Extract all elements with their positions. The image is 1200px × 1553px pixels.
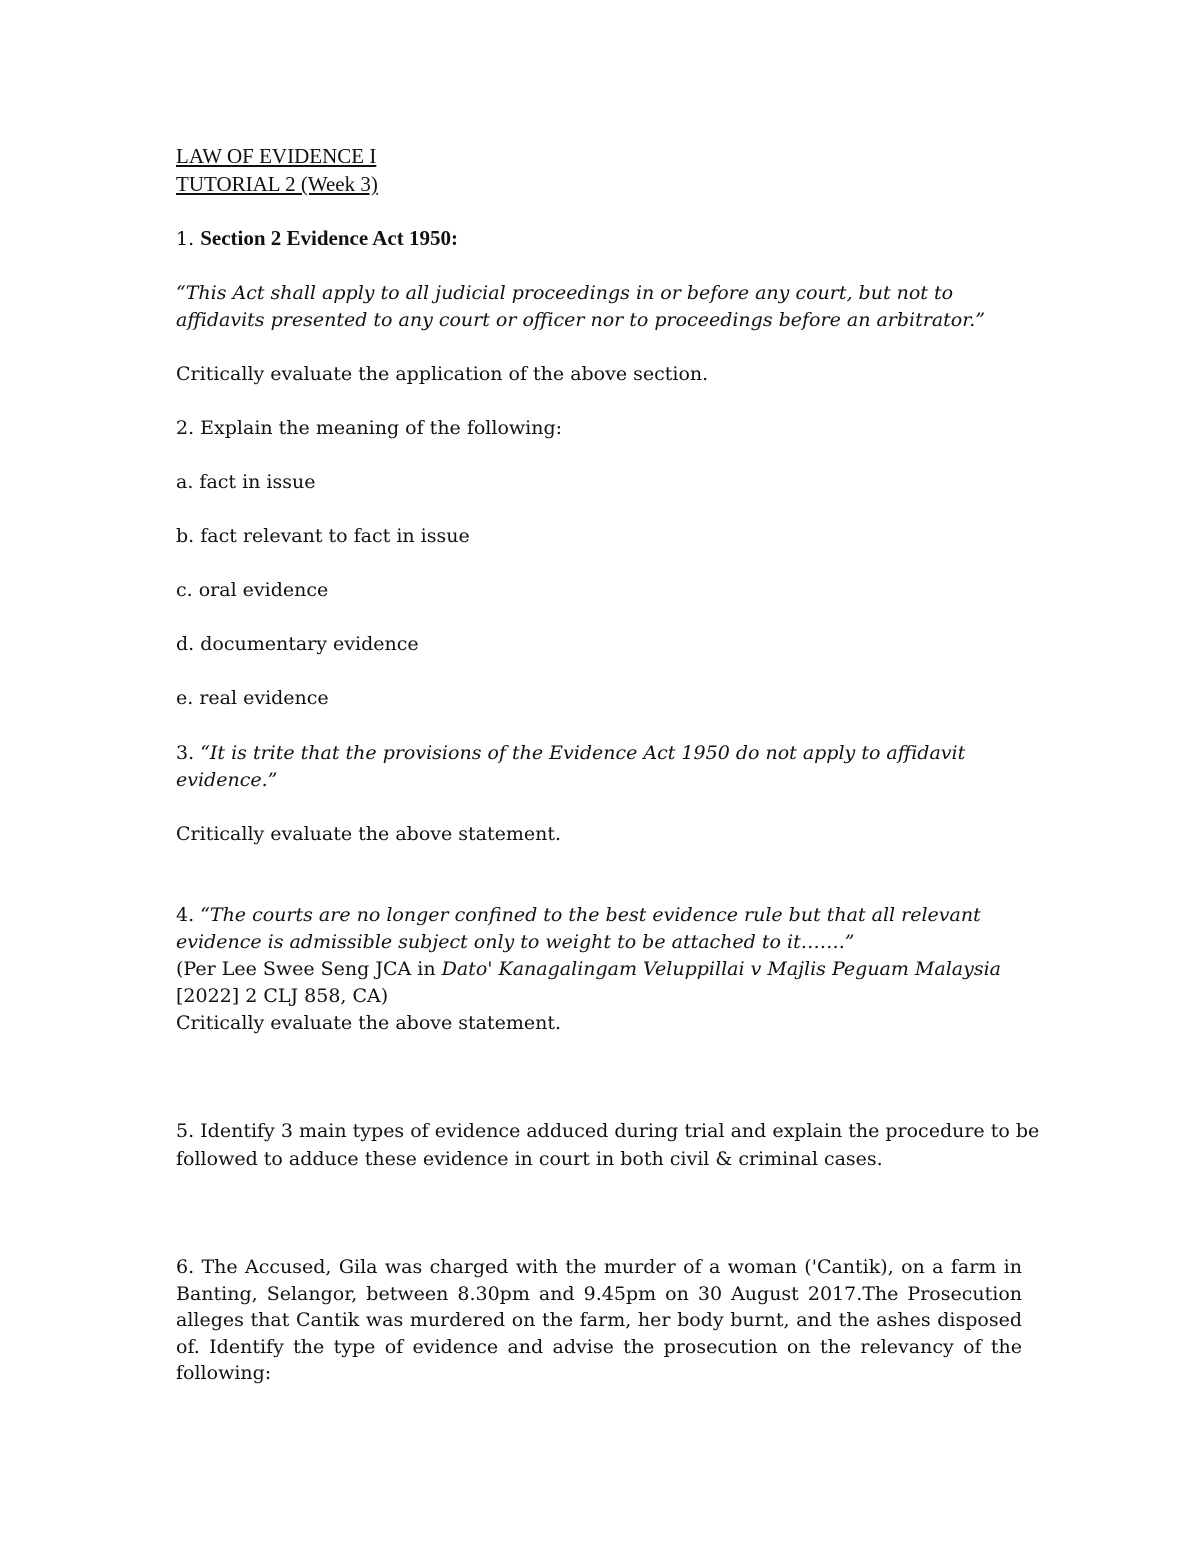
- q4-number: 4.: [176, 904, 195, 926]
- q4-quote-line1: [176, 902, 981, 928]
- q4-citation-case: Dato' Kanagalingam Veluppillai v Majlis Peguam Malaysia: [441, 958, 1002, 980]
- q1-instruction: Critically evaluate the application of the above section.: [176, 363, 709, 385]
- q2-item-d: d. documentary evidence: [176, 633, 419, 655]
- q3-number: 3.: [176, 742, 195, 764]
- q6-paragraph: 6. The Accused, Gila was charged with the murder of a woman ('Cantik), on a farm in Banting, Selangor, between 8.30pm and 9.45pm on 30 August 2017.The Prosecution alleges that Cantik was murdered on the farm, her body burnt, and the ashes disposed of. Identify the type of evidence and advise the prosecution on the relevancy of the following:: [176, 1256, 1022, 1384]
- q4-citation-prefix: (Per Lee Swee Seng JCA in: [176, 958, 442, 980]
- document-subtitle: TUTORIAL 2 (Week 3): [176, 172, 378, 196]
- q1-heading-text: Section 2 Evidence Act 1950:: [200, 226, 458, 250]
- q4-quote-text: “The courts are no longer confined to the best evidence rule but that all relevant: [200, 904, 981, 926]
- q1-quote-line2: affidavits presented to any court or officer nor to proceedings before an arbitrator.”: [176, 309, 985, 331]
- document-title: LAW OF EVIDENCE I: [176, 144, 377, 168]
- q4-citation-line1: [176, 956, 1001, 982]
- q4-citation-line2: [2022] 2 CLJ 858, CA): [176, 985, 389, 1007]
- q3-quote-line1: [176, 740, 965, 766]
- q2-item-e: e. real evidence: [176, 687, 329, 709]
- q5-line1: 5. Identify 3 main types of evidence adduced during trial and explain the procedure to be: [176, 1120, 1040, 1142]
- q3-instruction: Critically evaluate the above statement.: [176, 823, 562, 845]
- q1-number: 1.: [176, 228, 195, 250]
- q4-quote-line2: evidence is admissible subject only to weight to be attached to it…….”: [176, 931, 855, 953]
- q2-item-a: a. fact in issue: [176, 471, 316, 493]
- q4-instruction: Critically evaluate the above statement.: [176, 1012, 562, 1034]
- q2-item-c: c. oral evidence: [176, 579, 329, 601]
- q2-prompt: 2. Explain the meaning of the following:: [176, 417, 563, 439]
- q3-quote-text: “It is trite that the provisions of the Evidence Act 1950 do not apply to affidavit: [200, 742, 966, 764]
- q1-quote-line1: “This Act shall apply to all judicial proceedings in or before any court, but not to: [176, 282, 954, 304]
- q1-heading: [176, 225, 458, 252]
- q2-item-b: b. fact relevant to fact in issue: [176, 525, 470, 547]
- q3-quote-line2: evidence.”: [176, 769, 278, 791]
- q5-line2: followed to adduce these evidence in court in both civil & criminal cases.: [176, 1148, 883, 1170]
